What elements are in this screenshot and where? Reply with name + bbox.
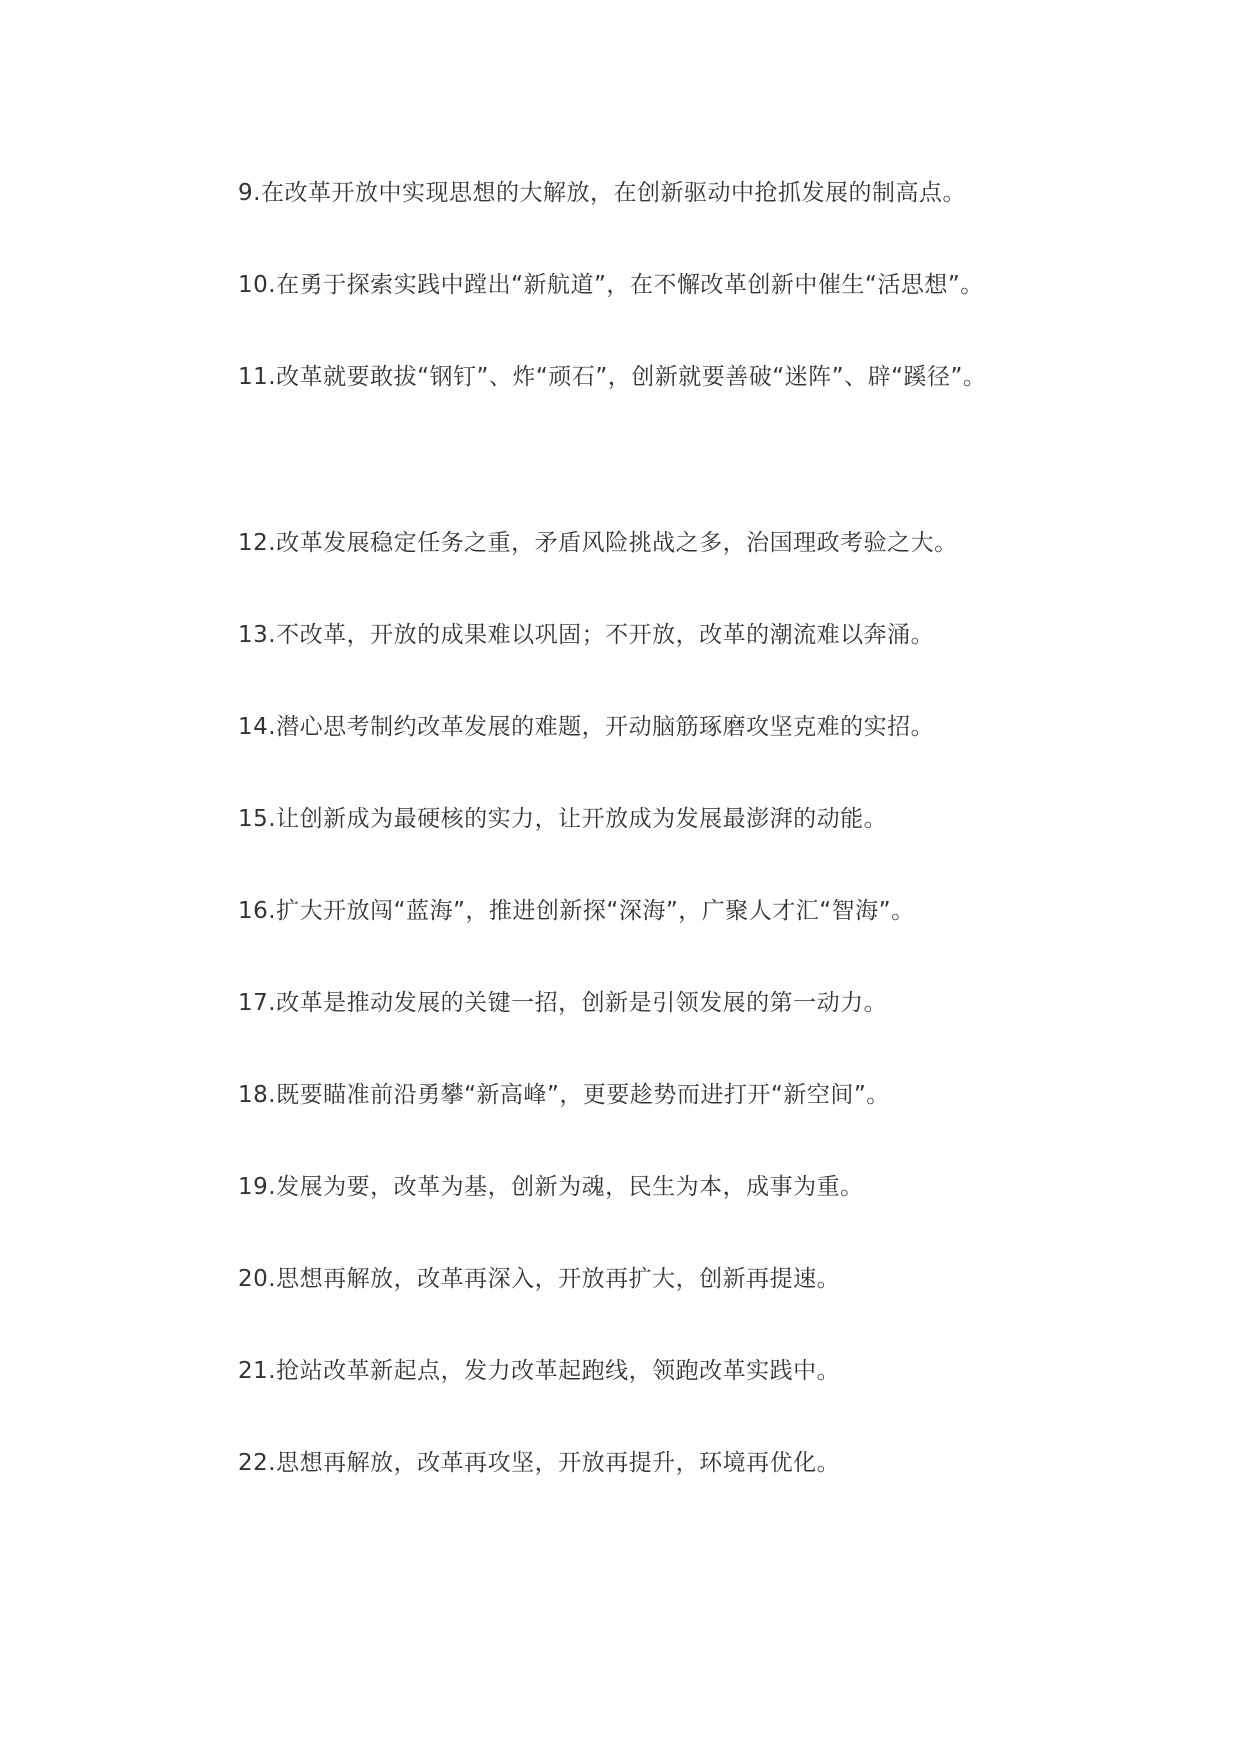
slogan-19: 19.发展为要，改革为基，创新为魂，民生为本，成事为重。 xyxy=(238,1174,864,1200)
slogan-18: 18.既要瞄准前沿勇攀“新高峰”，更要趁势而进打开“新空间”。 xyxy=(238,1082,890,1108)
slogan-9: 9.在改革开放中实现思想的大解放，在创新驱动中抢抓发展的制高点。 xyxy=(238,180,966,206)
slogan-12: 12.改革发展稳定任务之重，矛盾风险挑战之多，治国理政考验之大。 xyxy=(238,530,958,556)
slogan-11: 11.改革就要敢拔“钢钉”、炸“顽石”，创新就要善破“迷阵”、辟“蹊径”。 xyxy=(238,364,987,390)
slogan-15: 15.让创新成为最硬核的实力，让开放成为发展最澎湃的动能。 xyxy=(238,806,888,832)
slogan-21: 21.抢站改革新起点，发力改革起跑线，领跑改革实践中。 xyxy=(238,1358,841,1384)
slogan-22: 22.思想再解放，改革再攻坚，开放再提升，环境再优化。 xyxy=(238,1450,841,1476)
slogan-20: 20.思想再解放，改革再深入，开放再扩大，创新再提速。 xyxy=(238,1266,841,1292)
slogan-14: 14.潜心思考制约改革发展的难题，开动脑筋琢磨攻坚克难的实招。 xyxy=(238,714,935,740)
slogan-17: 17.改革是推动发展的关键一招，创新是引领发展的第一动力。 xyxy=(238,990,888,1016)
slogan-13: 13.不改革，开放的成果难以巩固；不开放，改革的潮流难以奔涌。 xyxy=(238,622,935,648)
slogan-16: 16.扩大开放闯“蓝海”，推进创新探“深海”，广聚人才汇“智海”。 xyxy=(238,898,915,924)
slogan-10: 10.在勇于探索实践中蹚出“新航道”，在不懈改革创新中催生“活思想”。 xyxy=(238,272,984,298)
